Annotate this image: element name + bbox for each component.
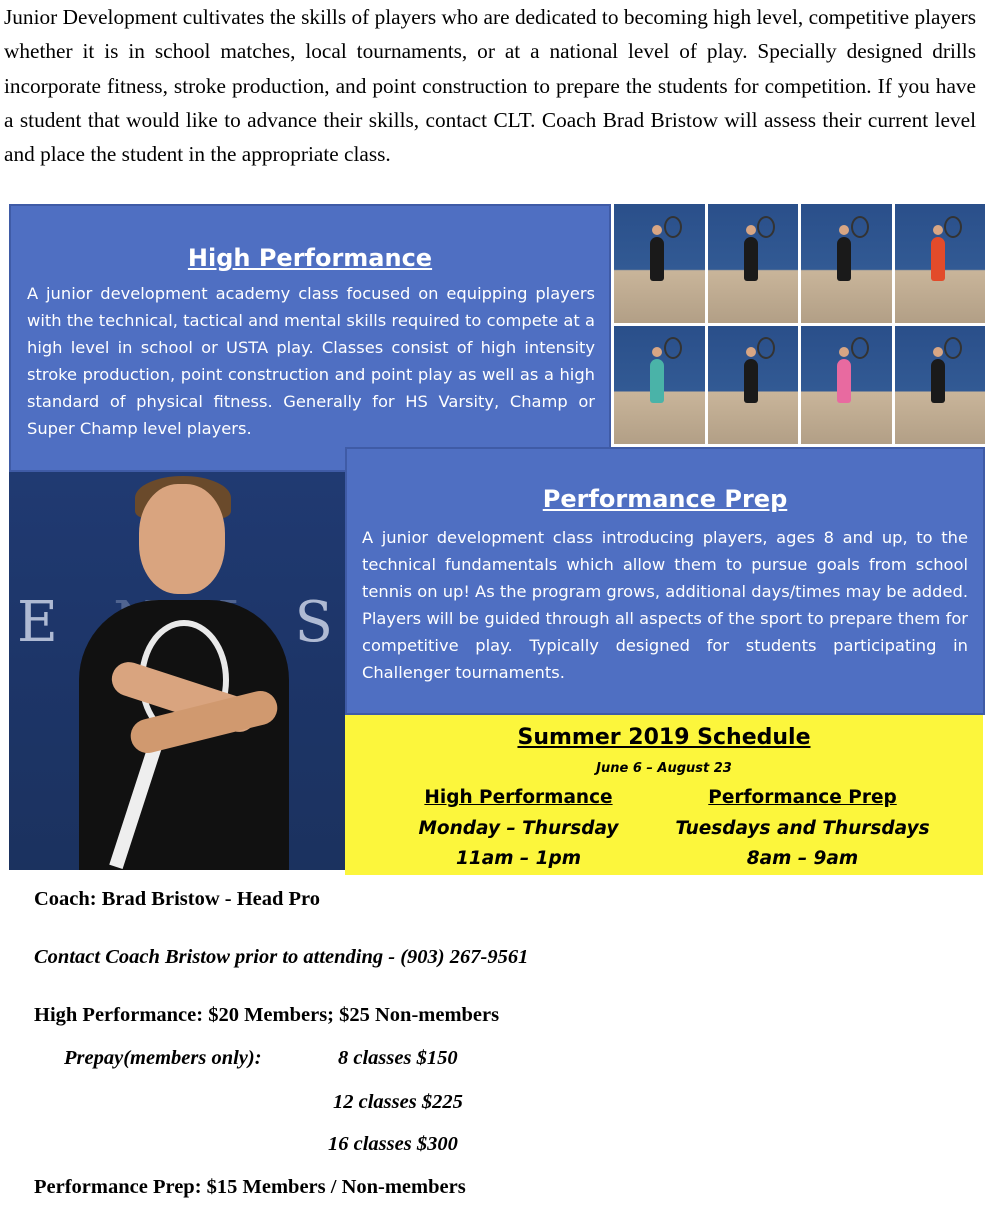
schedule-dates: June 6 – August 23 [596,761,732,776]
performance-prep-title: Performance Prep [542,485,788,513]
player-photo [708,204,799,323]
schedule-days: Monday – Thursday [418,817,619,839]
prepay-option: 16 classes $300 [328,1133,458,1155]
schedule-column-performance-prep [665,783,940,875]
prepay-option: 8 classes $150 [338,1047,458,1069]
schedule-days: Tuesdays and Thursdays [675,817,930,839]
schedule-time: 8am – 9am [746,848,859,869]
intro-paragraph: Junior Development cultivates the skills of players who are dedicated to becoming high level, competitive players whether it is in school matches, local tournaments, or at a national level of play. Specially designed drills incorporate fitness, stroke production, and point construction to prepare the students for competition. If you have a student that would like to advance their skills, contact CLT. Coach Brad Bristow will assess their current level and place the student in the appropriate class. [4,5,976,167]
banner-letters: E S [17,590,337,655]
player-photo [801,204,892,323]
player-photo [708,326,799,445]
schedule-time: 11am – 1pm [455,848,582,869]
player-photo [895,326,986,445]
high-performance-description: A junior development academy class focused on equipping players with the technical, tactical and mental skills required to compete at a high level in school or USTA play. Classes consist of high intensity stroke production, point construction and point play as well as a high standard of physical fitness. Generally for HS Varsity, Champ or Super Champ level players. [27,284,595,438]
schedule-box [345,715,983,875]
contact-line: Contact Coach Bristow prior to attending - (903) 267-9561 [34,946,529,968]
performance-prep-description: A junior development class introducing players, ages 8 and up, to the technical fundamentals which allow them to pursue goals from school tennis on up! As the program grows, additional days/times may be added. Players will be guided through all aspects of the sport to prepare them for competitive play. Typically designed for students participating in Challenger tournaments. [362,528,968,682]
player-photo-grid [614,204,985,444]
schedule-column-heading: Performance Prep [708,787,897,808]
schedule-title: Summer 2019 Schedule [517,725,811,750]
player-photo [614,326,705,445]
prepay-label: Prepay(members only): [64,1047,262,1069]
prepay-option: 12 classes $225 [333,1091,463,1113]
player-photo [801,326,892,445]
player-photo [614,204,705,323]
performance-prep-box [345,447,985,715]
coach-photo [9,470,345,870]
schedule-column-heading: High Performance [424,787,613,808]
high-performance-box [9,204,611,472]
player-photo [895,204,986,323]
performance-prep-price: Performance Prep: $15 Members / Non-members [34,1176,466,1198]
coach-line: Coach: Brad Bristow - Head Pro [34,888,321,910]
schedule-column-high-performance [391,783,646,875]
high-performance-price: High Performance: $20 Members; $25 Non-members [34,1004,500,1026]
high-performance-title: High Performance [187,244,433,272]
